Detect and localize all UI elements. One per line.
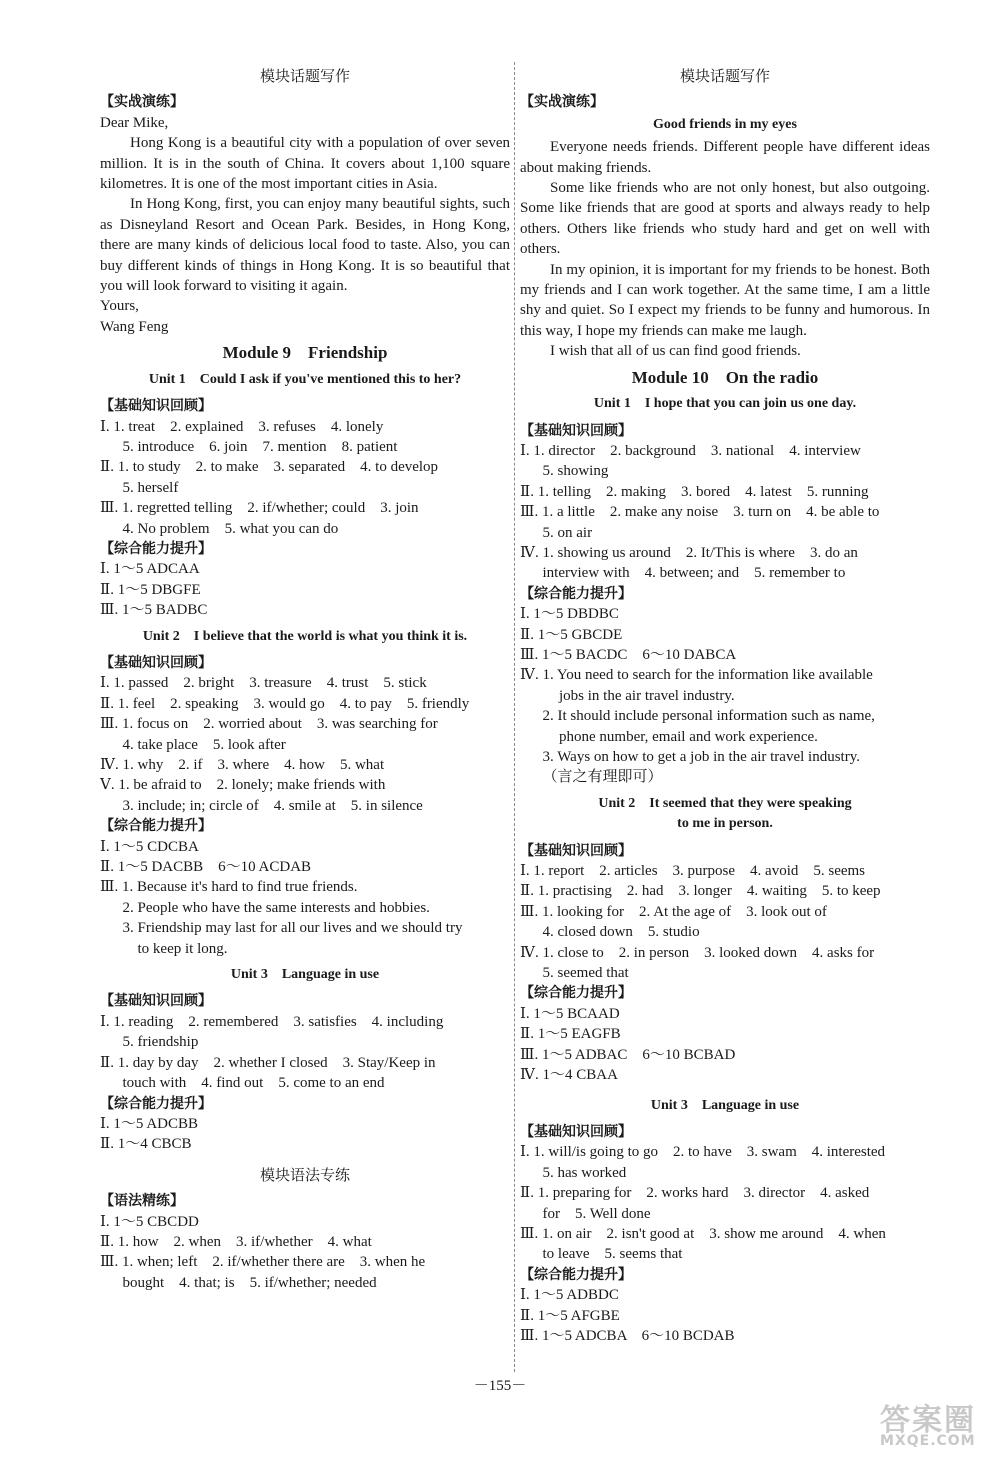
answer-line: 2. It should include personal information such as name, (542, 708, 875, 725)
letter-paragraph: Hong Kong is a beautiful city with a population of over seven million. It is in the south of China. It covers about 1,100 square kilometres. It is one of the most important cities in Asia. (100, 135, 510, 193)
answer-line: Ⅲ. 1～5 BADBC (100, 602, 208, 619)
answer-line: Ⅰ. 1～5 CDCBA (100, 838, 199, 855)
answer-line: Ⅲ. 1. regretted telling 2. if/whether; could 3. join (100, 500, 419, 517)
answer-line: 5. showing (542, 463, 609, 480)
answer-line: Ⅳ. 1. showing us around 2. It/This is where 3. do an (520, 544, 858, 561)
ability-label: 【综合能力提升】 (520, 1266, 632, 1283)
answer-line: jobs in the air travel industry. (559, 687, 735, 704)
answer-line: 3. Ways on how to get a job in the air travel industry. (542, 749, 860, 765)
answer-line: Ⅲ. 1～5 ADBAC 6～10 BCBAD (520, 1046, 736, 1063)
basic-label: 【基础知识回顾】 (100, 993, 212, 1010)
letter-greeting: Dear Mike, (100, 114, 169, 131)
ability-label: 【综合能力提升】 (100, 1095, 212, 1112)
essay-title: Good friends in my eyes (653, 116, 797, 132)
answer-line: Ⅱ. 1～5 EAGFB (520, 1026, 621, 1043)
answer-line: Ⅰ. 1. director 2. background 3. national 4. interview (520, 442, 861, 459)
answer-line: 2. People who have the same interests and hobbies. (122, 899, 430, 916)
answer-line: Ⅲ. 1～5 BACDC 6～10 DABCA (520, 646, 737, 663)
answer-line: Ⅱ. 1～5 AFGBE (520, 1307, 620, 1324)
letter-closing: Yours, (100, 298, 139, 315)
answer-line: Ⅲ. 1. a little 2. make any noise 3. turn on 4. be able to (520, 504, 880, 521)
answer-line: touch with 4. find out 5. come to an end (122, 1075, 385, 1092)
answer-line: Ⅱ. 1. day by day 2. whether I closed 3. Stay/Keep in (100, 1054, 436, 1071)
answer-line: Ⅱ. 1. feel 2. speaking 3. would go 4. to pay 5. friendly (100, 695, 470, 712)
answer-line: Ⅰ. 1. treat 2. explained 3. refuses 4. lonely (100, 418, 384, 435)
answer-line: to leave 5. seems that (542, 1246, 683, 1263)
answer-line: Ⅰ. 1～5 ADCAA (100, 561, 200, 578)
watermark-text: 答案圈 (880, 1403, 976, 1438)
answer-line: Ⅰ. 1～5 BCAAD (520, 1005, 620, 1022)
basic-label: 【基础知识回顾】 (100, 398, 212, 415)
basic-label: 【基础知识回顾】 (520, 842, 632, 859)
page-number: －155－ (473, 1378, 527, 1394)
answer-line: 5. herself (122, 479, 179, 496)
answer-line: Ⅱ. 1～5 DACBB 6～10 ACDAB (100, 859, 312, 876)
unit-title: Unit 2 I believe that the world is what you think it is. (142, 628, 468, 644)
answer-line: Ⅲ. 1. on air 2. isn't good at 3. show me around 4. when (520, 1225, 886, 1242)
answer-line: Ⅲ. 1. Because it's hard to find true friends. (100, 879, 358, 896)
unit-title: Unit 3 Language in use (650, 1097, 800, 1113)
answer-line: Ⅱ. 1. telling 2. making 3. bored 4. latest 5. running (520, 483, 869, 500)
answer-line: to keep it long. (137, 940, 228, 957)
answer-line: Ⅱ. 1～5 DBGFE (100, 581, 201, 598)
answer-line: 4. No problem 5. what you can do (122, 520, 339, 537)
answer-line: Ⅰ. 1. passed 2. bright 3. treasure 4. trust 5. stick (100, 675, 427, 692)
unit-title: Unit 2 It seemed that they were speaking (598, 795, 852, 811)
basic-label: 【基础知识回顾】 (520, 422, 632, 439)
answer-line: Ⅱ. 1. practising 2. had 3. longer 4. waiting 5. to keep (520, 883, 881, 900)
answer-line: Ⅲ. 1. when; left 2. if/whether there are 3. when he (100, 1254, 426, 1271)
answer-line: Ⅱ. 1～4 CBCB (100, 1136, 192, 1153)
unit-title-continued: to me in person. (677, 816, 773, 832)
practice-label: 【实战演练】 (520, 94, 604, 111)
practice-label: 【实战演练】 (100, 94, 184, 111)
answer-line: Ⅱ. 1～5 GBCDE (520, 626, 623, 643)
grammar-heading: 模块语法专练 (259, 1165, 350, 1184)
ability-label: 【综合能力提升】 (100, 818, 212, 835)
unit-title: Unit 1 I hope that you can join us one day. (593, 396, 857, 412)
unit-title: Unit 1 Could I ask if you've mentioned this to her? (148, 371, 462, 387)
answer-line: Ⅰ. 1～5 CBCDD (100, 1213, 199, 1230)
basic-label: 【基础知识回顾】 (100, 654, 212, 671)
answer-line: Ⅲ. 1～5 ADCBA 6～10 BCDAB (520, 1327, 735, 1344)
answer-line: 5. has worked (542, 1164, 627, 1181)
watermark-logo (880, 1403, 990, 1471)
right-column (520, 62, 930, 1346)
answer-line: Ⅴ. 1. be afraid to 2. lonely; make friends with (100, 777, 386, 794)
unit-title: Unit 3 Language in use (230, 967, 380, 983)
answer-line: 5. friendship (122, 1034, 199, 1051)
module-title: Module 10 On the radio (631, 367, 819, 387)
grammar-label: 【语法精练】 (100, 1193, 184, 1210)
letter-paragraph: In Hong Kong, first, you can enjoy many beautiful sights, such as Disneyland Resort and Ocean Park. Besides, in Hong Kong, there are many kinds of delicious local food to taste. Also, you can buy different kinds of things in Hong Kong. It is so beautiful that you will look forward to visiting it again. (100, 196, 510, 295)
ability-label: 【综合能力提升】 (100, 540, 212, 557)
letter-signature: Wang Feng (100, 318, 169, 335)
answer-line: Ⅳ. 1. why 2. if 3. where 4. how 5. what (100, 757, 385, 773)
answer-line: 3. Friendship may last for all our lives and we should try (122, 920, 463, 937)
answer-line: Ⅳ. 1. close to 2. in person 3. looked down 4. asks for (520, 944, 875, 961)
left-column (100, 62, 510, 1293)
answer-line: Ⅰ. 1. will/is going to go 2. to have 3. swam 4. interested (520, 1144, 886, 1161)
answer-line: 4. closed down 5. studio (542, 924, 700, 941)
answer-line: （言之有理即可） (542, 769, 663, 786)
answer-line: bought 4. that; is 5. if/whether; needed (122, 1274, 377, 1291)
essay-paragraph: I wish that all of us can find good friends. (550, 343, 801, 360)
section-heading: 模块话题写作 (679, 67, 770, 85)
answer-line: Ⅲ. 1. looking for 2. At the age of 3. look out of (520, 903, 827, 920)
answer-line: 5. on air (542, 524, 593, 541)
essay-paragraph: Everyone needs friends. Different people have different ideas about making friends. (520, 139, 930, 176)
answer-line: Ⅰ. 1. report 2. articles 3. purpose 4. avoid 5. seems (520, 863, 866, 880)
answer-line: 4. take place 5. look after (122, 736, 286, 753)
basic-label: 【基础知识回顾】 (520, 1123, 632, 1140)
module-title: Module 9 Friendship (222, 343, 388, 363)
answer-line: Ⅱ. 1. to study 2. to make 3. separated 4. to develop (100, 459, 439, 476)
answer-line: 5. introduce 6. join 7. mention 8. patient (122, 438, 398, 455)
answer-line: Ⅳ. 1. You need to search for the information like available (520, 667, 873, 684)
essay-paragraph: Some like friends who are not only honest, but also outgoing. Some like friends that are good at sports and always ready to help others. Others like friends who study hard and get on well with others. (520, 180, 930, 258)
answer-line: interview with 4. between; and 5. remember to (542, 565, 846, 582)
answer-line: 3. include; in; circle of 4. smile at 5. in silence (122, 797, 423, 814)
essay-paragraph: In my opinion, it is important for my friends to be honest. Both my friends and I can work together. At the same time, I am a little shy and quiet. So I expect my friends to be funny and humorous. In this way, I hope my friends can make me laugh. (520, 261, 930, 339)
answer-line: phone number, email and work experience. (559, 728, 818, 745)
answer-line: Ⅰ. 1～5 DBDBC (520, 606, 619, 623)
answer-line: Ⅳ. 1～4 CBAA (520, 1067, 618, 1084)
watermark-url: MXQE.COM (880, 1433, 976, 1450)
answer-line: Ⅱ. 1. preparing for 2. works hard 3. director 4. asked (520, 1185, 870, 1202)
answer-line: Ⅰ. 1～5 ADCBB (100, 1115, 199, 1132)
section-heading: 模块话题写作 (259, 67, 350, 85)
answer-line: for 5. Well done (542, 1205, 651, 1222)
column-divider (514, 62, 515, 1372)
answer-line: Ⅰ. 1. reading 2. remembered 3. satisfies 4. including (100, 1013, 444, 1030)
answer-line: Ⅲ. 1. focus on 2. worried about 3. was searching for (100, 716, 438, 733)
answer-line: Ⅰ. 1～5 ADBDC (520, 1287, 619, 1304)
answer-line: 5. seemed that (542, 965, 629, 982)
answer-line: Ⅱ. 1. how 2. when 3. if/whether 4. what (100, 1233, 372, 1250)
ability-label: 【综合能力提升】 (520, 585, 632, 602)
ability-label: 【综合能力提升】 (520, 985, 632, 1002)
